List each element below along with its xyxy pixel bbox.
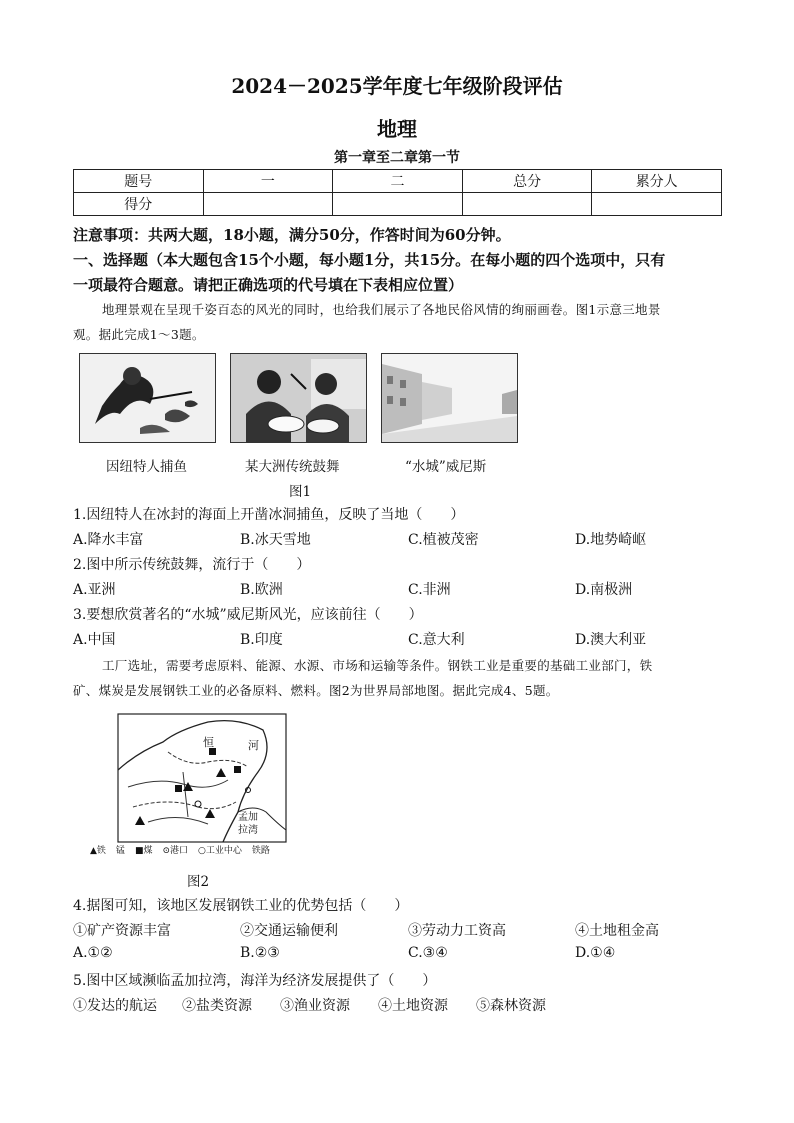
question-2-option-b[interactable]: B.欧洲 bbox=[240, 582, 283, 598]
map-label-he: 河 bbox=[248, 739, 259, 752]
question-3-option-c[interactable]: C.意大利 bbox=[408, 632, 465, 648]
question-4-item-2: ②交通运输便利 bbox=[240, 923, 338, 939]
figure2-label: 图2 bbox=[187, 874, 210, 890]
caption-drum: 某大洲传统鼓舞 bbox=[245, 459, 340, 475]
question-1-option-c[interactable]: C.植被茂密 bbox=[408, 532, 479, 548]
legend-railway: 铁路 bbox=[251, 846, 270, 856]
table-row bbox=[74, 193, 722, 216]
caption-venice: “水城”威尼斯 bbox=[405, 459, 487, 475]
question-4-item-1: ①矿产资源丰富 bbox=[73, 923, 171, 939]
table-cell: 累分人 bbox=[592, 170, 722, 193]
question-3-stem: 3.要想欣赏著名的“水城”威尼斯风光，应该前往（ ） bbox=[73, 607, 423, 623]
intro1-line1: 地理景观在呈现千姿百态的风光的同时，也给我们展示了各地民俗风情的绚丽画卷。图1示意三地景 bbox=[102, 302, 661, 317]
legend-coal: ■煤 bbox=[134, 846, 153, 856]
question-5-item-2: ②盐类资源 bbox=[182, 998, 252, 1014]
question-1-option-b[interactable]: B.冰天雪地 bbox=[240, 532, 311, 548]
india-map-svg bbox=[88, 712, 298, 857]
question-2-stem: 2.图中所示传统鼓舞，流行于（ ） bbox=[73, 557, 311, 573]
inuit-fishing-photo bbox=[79, 353, 216, 443]
question-4-option-b[interactable]: B.②③ bbox=[240, 945, 280, 961]
section1-line1: 一、选择题（本大题包含15个小题，每小题1分，共15分。在每小题的四个选项中，只有 bbox=[73, 251, 666, 269]
score-input-cell[interactable] bbox=[592, 193, 722, 216]
table-cell: 得分 bbox=[74, 193, 204, 216]
exam-title: 2024－2025学年度七年级阶段评估 bbox=[231, 74, 563, 98]
question-1-stem: 1.因纽特人在冰封的海面上开凿冰洞捕鱼，反映了当地（ ） bbox=[73, 507, 465, 523]
question-2-option-c[interactable]: C.非洲 bbox=[408, 582, 451, 598]
question-3-option-b[interactable]: B.印度 bbox=[240, 632, 283, 648]
question-5-item-3: ③渔业资源 bbox=[280, 998, 350, 1014]
table-row bbox=[74, 170, 722, 193]
question-4-stem: 4.据图可知，该地区发展钢铁工业的优势包括（ ） bbox=[73, 898, 409, 914]
map-label-bay-2: 拉湾 bbox=[238, 825, 258, 836]
question-3-option-a[interactable]: A.中国 bbox=[73, 632, 116, 648]
score-input-cell[interactable] bbox=[203, 193, 333, 216]
score-input-cell[interactable] bbox=[333, 193, 463, 216]
figure1-label: 图1 bbox=[289, 484, 312, 500]
question-5-item-1: ①发达的航运 bbox=[73, 998, 157, 1014]
map-legend bbox=[90, 843, 270, 856]
scope-subtitle: 第一章至二章第一节 bbox=[334, 150, 460, 166]
table-cell: 题号 bbox=[74, 170, 204, 193]
table-cell: 总分 bbox=[462, 170, 592, 193]
legend-iron: ▲铁 bbox=[90, 846, 106, 856]
subject-title: 地理 bbox=[377, 117, 417, 141]
question-4-option-a[interactable]: A.①② bbox=[73, 945, 113, 961]
map-label-heng: 恒 bbox=[203, 736, 214, 749]
question-4-item-4: ④土地租金高 bbox=[575, 923, 659, 939]
legend-industry: ○工业中心 bbox=[198, 846, 242, 856]
drum-dance-photo bbox=[230, 353, 367, 443]
question-2-option-d[interactable]: D.南极洲 bbox=[575, 582, 633, 598]
question-4-option-d[interactable]: D.①④ bbox=[575, 945, 616, 961]
figure2-map bbox=[88, 712, 298, 857]
question-1-option-d[interactable]: D.地势崎岖 bbox=[575, 532, 647, 548]
question-4-item-3: ③劳动力工资高 bbox=[408, 923, 506, 939]
question-4-option-c[interactable]: C.③④ bbox=[408, 945, 448, 961]
question-5-stem: 5.图中区域濒临孟加拉湾，海洋为经济发展提供了（ ） bbox=[73, 973, 437, 989]
section1-line2: 一项最符合题意。请把正确选项的代号填在下表相应位置） bbox=[73, 276, 464, 294]
legend-manganese: 锰 bbox=[115, 846, 125, 856]
question-1-option-a[interactable]: A.降水丰富 bbox=[73, 532, 144, 548]
table-cell: 二 bbox=[333, 170, 463, 193]
map-label-bay-1: 孟加 bbox=[238, 812, 258, 823]
question-3-option-d[interactable]: D.澳大利亚 bbox=[575, 632, 647, 648]
score-input-cell[interactable] bbox=[462, 193, 592, 216]
intro2-line1: 工厂选址，需要考虑原料、能源、水源、市场和运输等条件。钢铁工业是重要的基础工业部门，铁 bbox=[102, 658, 653, 673]
legend-port: ⊙港口 bbox=[162, 846, 188, 856]
table-cell: 一 bbox=[203, 170, 333, 193]
question-5-item-5: ⑤森林资源 bbox=[476, 998, 546, 1014]
question-5-item-4: ④土地资源 bbox=[378, 998, 448, 1014]
score-table bbox=[73, 169, 722, 216]
intro1-line2: 观。据此完成1～3题。 bbox=[73, 327, 205, 342]
venice-photo bbox=[381, 353, 518, 443]
intro2-line2: 矿、煤炭是发展钢铁工业的必备原料、燃料。图2为世界局部地图。据此完成4、5题。 bbox=[73, 683, 559, 698]
question-2-option-a[interactable]: A.亚洲 bbox=[73, 582, 116, 598]
notice: 注意事项：共两大题，18小题，满分50分，作答时间为60分钟。 bbox=[73, 226, 511, 244]
caption-inuit: 因纽特人捕鱼 bbox=[106, 459, 187, 475]
